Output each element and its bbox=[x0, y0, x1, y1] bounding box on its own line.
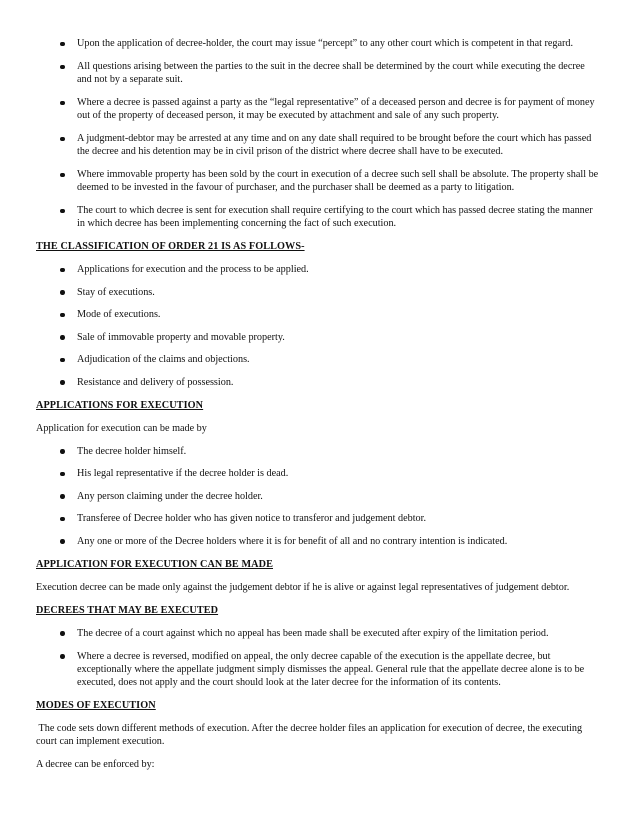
list-item-text: Where immovable property has been sold by the court in execution of a decree such sell shall be absolute. The property shall be deemed to be invested in the favour of purchaser, and the purchaser shall be deemed as a party to litigation. bbox=[77, 169, 599, 193]
bullet-icon bbox=[60, 335, 65, 340]
bullet-icon bbox=[60, 517, 65, 522]
list-item bbox=[36, 60, 602, 86]
list-item bbox=[36, 512, 602, 525]
list-item-text: Where a decree is reversed, modified on appeal, the only decree capable of the execution is the appellate decree, but exceptionally where the appellate judgment simply dismisses the appeal. General rule that the appellate decree alone is to be executed, does not apply and the court should look at the later decree for the information of its contents. bbox=[77, 650, 585, 688]
bullet-icon bbox=[60, 472, 65, 477]
list-item-text: The court to which decree is sent for execution shall require certifying to the court which has passed decree stating the manner in which decree has been implementing concerning the fact of such execution. bbox=[77, 205, 593, 229]
list-item-text: Upon the application of decree-holder, the court may issue “percept” to any other court which is competent in that regard. bbox=[77, 38, 574, 49]
list-item-text: Mode of executions. bbox=[77, 309, 161, 321]
list-item-text: The decree holder himself. bbox=[77, 445, 187, 457]
list-item bbox=[36, 445, 602, 458]
list-item bbox=[36, 376, 602, 389]
list-item bbox=[36, 168, 602, 194]
bullet-icon bbox=[60, 494, 65, 499]
bullet-icon bbox=[60, 101, 65, 106]
classification-list bbox=[36, 263, 602, 389]
bullet-icon bbox=[60, 539, 65, 544]
list-item-text: A judgment-debtor may be arrested at any time and on any date shall required to be brought before the court which has passed the decree and his detention may be in civil prison of the district where decree shall have to be executed. bbox=[77, 133, 592, 157]
bullet-icon bbox=[60, 42, 65, 47]
applications-list bbox=[36, 445, 602, 548]
list-item-text: Stay of executions. bbox=[77, 286, 155, 298]
list-item-text: Any one or more of the Decree holders where it is for benefit of all and no contrary intention is indicated. bbox=[77, 535, 508, 547]
list-item-text: Sale of immovable property and movable property. bbox=[77, 331, 285, 343]
list-item-text: His legal representative if the decree holder is dead. bbox=[77, 468, 289, 480]
list-item bbox=[36, 535, 602, 548]
list-item bbox=[36, 490, 602, 503]
bullet-icon bbox=[60, 290, 65, 295]
list-item bbox=[36, 96, 602, 122]
list-item-text: Transferee of Decree holder who has given notice to transferor and judgement debtor. bbox=[77, 513, 426, 525]
decrees-list bbox=[36, 627, 602, 689]
bullet-icon bbox=[60, 137, 65, 142]
execution-rules-list bbox=[36, 37, 602, 230]
list-item-text: Applications for execution and the process to be applied. bbox=[77, 264, 309, 275]
list-item-text: Adjudication of the claims and objections. bbox=[77, 354, 250, 366]
list-item bbox=[36, 627, 602, 640]
modes-heading: MODES OF EXECUTION bbox=[36, 699, 156, 711]
applications-heading: APPLICATIONS FOR EXECUTION bbox=[36, 399, 204, 411]
list-item bbox=[36, 132, 602, 158]
list-item-text: All questions arising between the parties to the suit in the decree shall be determined by the court while executing the decree and not by a separate suit. bbox=[77, 61, 585, 85]
bullet-icon bbox=[60, 449, 65, 454]
list-item-text: Where a decree is passed against a party as the “legal representative” of a deceased person and decree is for payment of money out of the property of deceased person, it may be executed by attachment and sale of any such property. bbox=[77, 97, 595, 121]
list-item bbox=[36, 263, 602, 276]
decrees-heading: DECREES THAT MAY BE EXECUTED bbox=[36, 604, 219, 616]
applications-intro: Application for execution can be made by bbox=[36, 422, 207, 434]
list-item-text: Resistance and delivery of possession. bbox=[77, 376, 234, 388]
list-item bbox=[36, 650, 602, 689]
bullet-icon bbox=[60, 631, 65, 636]
list-item-text: The decree of a court against which no appeal has been made shall be executed after expiry of the limitation period. bbox=[77, 627, 549, 639]
modes-text: The code sets down different methods of execution. After the decree holder files an application for execution of decree, the executing court can implement execution. bbox=[36, 722, 585, 747]
against-heading: APPLICATION FOR EXECUTION CAN BE MADE bbox=[36, 558, 273, 570]
bullet-icon bbox=[60, 380, 65, 385]
document-content bbox=[36, 37, 602, 781]
list-item-text: Any person claiming under the decree holder. bbox=[77, 490, 263, 502]
against-text: Execution decree can be made only against the judgement debtor if he is alive or against legal representatives of judgement debtor. bbox=[36, 581, 570, 593]
list-item bbox=[36, 308, 602, 321]
list-item bbox=[36, 204, 602, 230]
bullet-icon bbox=[60, 268, 65, 273]
bullet-icon bbox=[60, 358, 65, 363]
list-item bbox=[36, 286, 602, 299]
bullet-icon bbox=[60, 173, 65, 178]
bullet-icon bbox=[60, 654, 65, 659]
modes-closing: A decree can be enforced by: bbox=[36, 758, 155, 770]
list-item bbox=[36, 37, 602, 50]
list-item bbox=[36, 467, 602, 480]
classification-heading: THE CLASSIFICATION OF ORDER 21 IS AS FOLLOWS- bbox=[36, 241, 305, 252]
bullet-icon bbox=[60, 65, 65, 70]
list-item bbox=[36, 353, 602, 366]
bullet-icon bbox=[60, 209, 65, 214]
list-item bbox=[36, 331, 602, 344]
bullet-icon bbox=[60, 313, 65, 318]
